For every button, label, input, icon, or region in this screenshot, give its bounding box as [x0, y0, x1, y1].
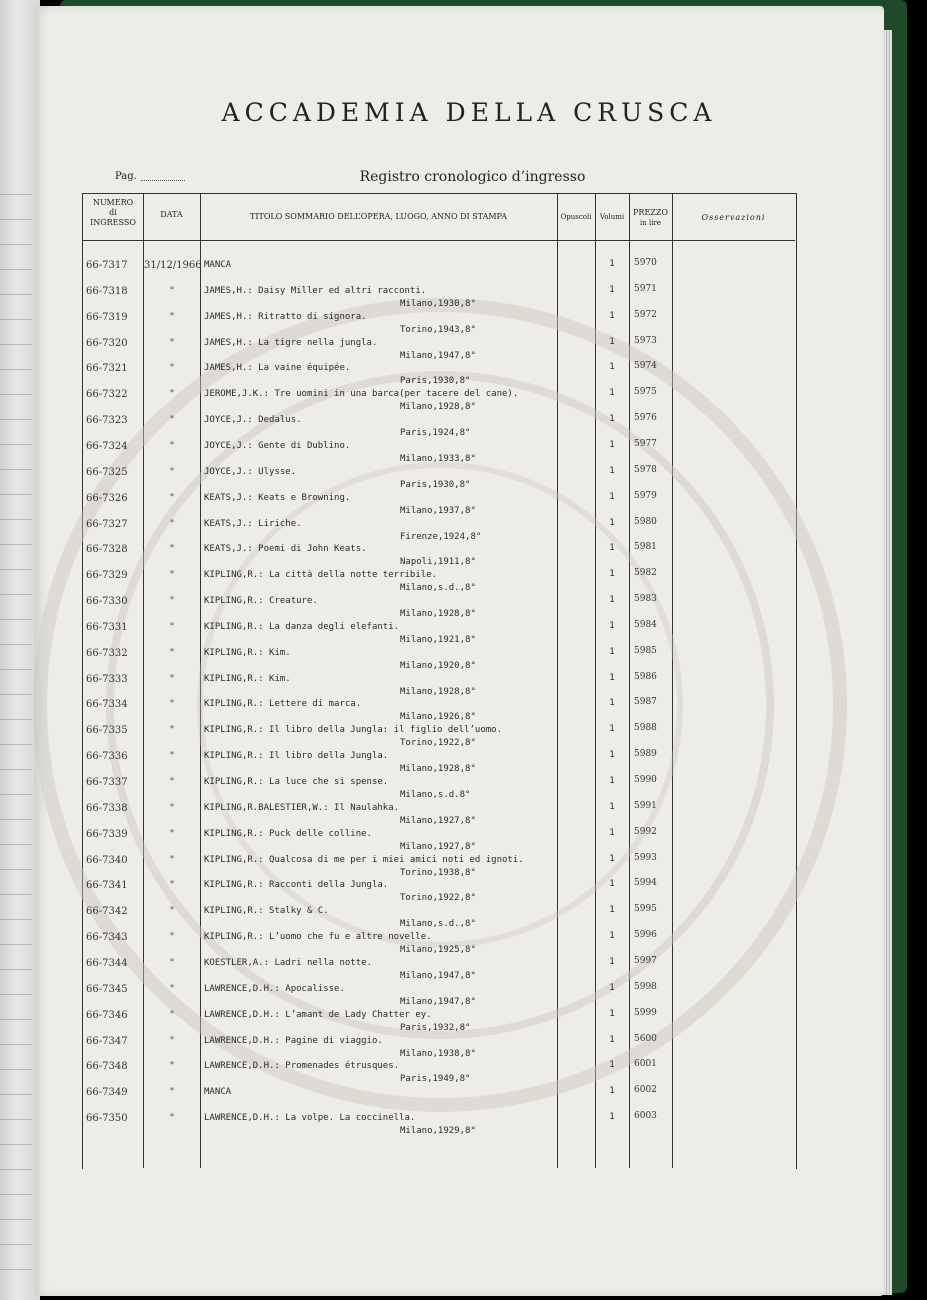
header-prezzo-line2: in lire — [640, 219, 661, 227]
entry-place: Milano,1938,8° — [400, 1048, 476, 1059]
entry-title: KIPLING,R.: La danza degli elefanti. — [204, 621, 400, 632]
entry-number: 66-7322 — [86, 389, 128, 401]
entry-date: " — [169, 828, 175, 840]
entry-title: KIPLING,R.: Qualcosa di me per i miei amici noti ed ignoti. — [204, 854, 524, 865]
entry-place: Milano,1928,8° — [400, 764, 476, 775]
entry-number: 66-7318 — [86, 285, 128, 297]
entry-place: Milano,1947,8° — [400, 350, 476, 361]
entry-title: KEATS,J.: Keats e Browning. — [204, 492, 351, 503]
entry-place: Milano,1925,8° — [400, 945, 476, 956]
entry-number: 66-7349 — [86, 1087, 128, 1099]
entry-price: 5981 — [634, 542, 657, 553]
table-row — [82, 693, 795, 723]
table-row — [82, 1107, 795, 1137]
entry-title: KIPLING,R.: Stalky & C. — [204, 906, 329, 917]
entry-number: 66-7328 — [86, 544, 128, 556]
entry-volumes: 1 — [609, 569, 615, 580]
table-row — [82, 280, 795, 309]
header-numero-line3: INGRESSO — [90, 218, 136, 227]
entry-title: KIPLING,R.: La città della notte terribile. — [204, 570, 437, 581]
entry-price: 5986 — [634, 671, 657, 682]
table-row — [82, 668, 795, 697]
entry-date: " — [169, 1087, 175, 1099]
entry-date: " — [169, 1113, 175, 1125]
entry-volumes: 1 — [609, 1060, 615, 1071]
entry-volumes: 1 — [609, 1008, 615, 1019]
entry-place: Torino,1922,8° — [400, 738, 476, 749]
entry-date: " — [169, 415, 175, 427]
entry-date: " — [169, 880, 175, 892]
entry-volumes: 1 — [609, 750, 615, 761]
entry-price: 5999 — [634, 1007, 657, 1018]
entry-price: 5983 — [634, 594, 657, 605]
table-row — [82, 1055, 795, 1085]
entry-place: Milano,1933,8° — [400, 453, 476, 464]
entry-volumes: 1 — [609, 1034, 615, 1045]
entry-price: 5988 — [634, 723, 657, 734]
entry-price: 5994 — [634, 878, 657, 889]
entry-price: 6001 — [634, 1059, 657, 1070]
table-row — [82, 797, 795, 826]
entry-date: 31/12/1966 — [144, 260, 202, 271]
entry-volumes: 1 — [609, 827, 615, 838]
entry-date: " — [169, 621, 175, 633]
entry-place: Torino,1938,8° — [400, 867, 476, 878]
entry-volumes: 1 — [609, 853, 615, 864]
entry-title: KIPLING,R.: Kim. — [204, 647, 291, 658]
entry-place: Paris,1949,8° — [400, 1074, 471, 1085]
entry-number: 66-7332 — [86, 647, 128, 659]
entry-volumes: 1 — [609, 543, 615, 554]
entry-price: 5977 — [634, 438, 657, 449]
entry-title: KIPLING,R.: Racconti della Jungla. — [204, 880, 389, 891]
table-row — [82, 513, 795, 542]
entry-title: KIPLING,R.BALESTIER,W.: Il Naulahka. — [204, 802, 400, 813]
entry-price: 5970 — [634, 258, 657, 268]
entry-date: " — [169, 1009, 175, 1021]
entry-place: Milano,1926,8° — [400, 712, 476, 723]
entry-place: Paris,1932,8° — [400, 1022, 471, 1033]
entry-date: " — [169, 777, 175, 788]
entry-date: " — [169, 440, 175, 452]
table-row — [82, 357, 795, 387]
entry-place: Milano,1928,8° — [400, 609, 476, 620]
entry-number: 66-7326 — [86, 492, 128, 504]
header-osservazioni: Osservazioni — [701, 213, 766, 222]
entry-date: " — [169, 854, 175, 866]
entry-number: 66-7343 — [86, 932, 128, 944]
entry-price: 5998 — [634, 981, 657, 992]
entry-title: KIPLING,R.: Il libro della Jungla. — [204, 751, 389, 762]
header-data: DATA — [160, 210, 183, 219]
entry-title: KIPLING,R.: Puck delle colline. — [204, 828, 372, 839]
entry-price: 5993 — [634, 852, 657, 863]
entry-date: " — [169, 570, 175, 582]
table-row — [82, 745, 795, 775]
entry-number: 66-7321 — [86, 363, 128, 375]
entry-date: " — [169, 389, 175, 401]
entry-number: 66-7327 — [86, 518, 128, 530]
entry-date: " — [169, 466, 175, 478]
entry-price: 5997 — [634, 955, 657, 966]
entry-place: Milano,s.d.,8° — [400, 583, 476, 594]
table-row — [82, 590, 795, 620]
entry-volumes: 1 — [609, 724, 615, 735]
entry-price: 5972 — [634, 309, 657, 320]
entry-volumes: 1 — [609, 362, 615, 373]
entry-volumes: 1 — [609, 465, 615, 476]
table-row — [82, 487, 795, 516]
entry-price: 5975 — [634, 387, 657, 398]
entry-volumes: 1 — [609, 439, 615, 450]
entry-title: JOYCE,J.: Dedalus. — [204, 415, 302, 426]
entry-price: 5987 — [634, 697, 657, 708]
entry-volumes: 1 — [609, 1112, 615, 1123]
entry-date: " — [169, 957, 175, 969]
entry-number: 66-7348 — [86, 1061, 128, 1073]
entry-price: 5992 — [634, 826, 657, 837]
entry-title: JAMES,H.: La vaine équipée. — [204, 363, 351, 374]
table-row — [82, 978, 795, 1007]
entry-title: KIPLING,R.: Kim. — [204, 673, 291, 684]
entry-volumes: 1 — [609, 595, 615, 606]
entry-volumes: 1 — [609, 879, 615, 890]
header-numero-line2: di — [109, 208, 117, 217]
entry-volumes: 1 — [609, 672, 615, 683]
entry-title: LAWRENCE,D.H.: L’amant de Lady Chatter ey. — [204, 1009, 432, 1020]
header-opuscoli: Opuscoli — [560, 213, 592, 221]
table-row — [82, 1004, 795, 1033]
entry-place: Milano,1947,8° — [400, 970, 476, 981]
entry-number: 66-7344 — [86, 957, 128, 969]
entry-volumes: 1 — [609, 931, 615, 942]
entry-date: " — [169, 518, 175, 530]
header-volumi: Volumi — [599, 213, 625, 221]
table-row — [82, 409, 795, 439]
entry-volumes: 1 — [609, 310, 615, 321]
entry-date: " — [169, 751, 175, 763]
table-row — [82, 461, 795, 490]
entry-title: KEATS,J.: Poemi di John Keats. — [204, 544, 367, 555]
entry-number: 66-7336 — [86, 751, 128, 763]
entry-title: JOYCE,J.: Ulysse. — [204, 466, 297, 477]
entry-place: Torino,1922,8° — [400, 893, 476, 904]
entry-title: LAWRENCE,D.H.: Promenades étrusques. — [204, 1061, 400, 1072]
header-prezzo-line1: PREZZO — [633, 208, 668, 217]
entry-number: 66-7317 — [86, 260, 128, 271]
entry-number: 66-7342 — [86, 906, 128, 918]
entry-title: KIPLING,R.: L’uomo che fu e altre novelle. — [204, 932, 432, 943]
table-row — [82, 926, 795, 956]
entry-date: " — [169, 285, 175, 297]
header-divider — [82, 240, 795, 241]
entry-date: " — [169, 802, 175, 814]
table-row — [82, 823, 795, 852]
entry-price: 5980 — [634, 516, 657, 527]
table-row — [82, 1081, 795, 1107]
entry-title: JAMES,H.: Daisy Miller ed altri racconti. — [204, 285, 427, 296]
entry-number: 66-7320 — [86, 337, 128, 349]
entry-number: 66-7331 — [86, 621, 128, 633]
entry-date: " — [169, 647, 175, 659]
table-row — [82, 383, 795, 413]
entry-number: 66-7319 — [86, 311, 128, 323]
entry-volumes: 1 — [609, 414, 615, 425]
entry-volumes: 1 — [609, 620, 615, 631]
entry-title: LAWRENCE,D.H.: La volpe. La coccinella. — [204, 1113, 416, 1124]
entry-number: 66-7338 — [86, 802, 128, 814]
entry-place: Milano,1930,8° — [400, 298, 476, 309]
entry-number: 66-7334 — [86, 699, 128, 711]
entry-volumes: 1 — [609, 982, 615, 993]
entry-price: 5973 — [634, 335, 657, 346]
register-subtitle: Registro cronologico d’ingresso — [359, 169, 586, 185]
entry-title: JAMES,H.: La tigre nella jungla. — [204, 337, 378, 348]
entry-title: KIPLING,R.: La luce che si spense. — [204, 777, 389, 787]
entry-title: JAMES,H.: Ritratto di signora. — [204, 311, 367, 322]
entry-volumes: 1 — [609, 284, 615, 295]
entry-price: 5982 — [634, 568, 657, 579]
table-row — [82, 1030, 795, 1059]
entry-date: " — [169, 1061, 175, 1073]
entry-place: Milano,1929,8° — [400, 1126, 476, 1137]
table-row — [82, 616, 795, 645]
entry-price: 5974 — [634, 361, 657, 372]
table-row — [82, 900, 795, 930]
header-numero-line1: NUMERO — [92, 198, 134, 207]
table-row — [82, 719, 795, 749]
entry-place: Milano,s.d.,8° — [400, 919, 476, 930]
entry-number: 66-7323 — [86, 415, 128, 427]
table-row — [82, 435, 795, 464]
table-row — [82, 849, 795, 878]
entry-date: " — [169, 906, 175, 918]
header-numero — [83, 198, 143, 228]
entry-place: Milano,1920,8° — [400, 660, 476, 671]
entry-date: " — [169, 311, 175, 323]
entry-price: 6002 — [634, 1085, 657, 1096]
entry-place: Milano,1947,8° — [400, 996, 476, 1007]
entry-date: " — [169, 492, 175, 504]
entry-number: 66-7350 — [86, 1113, 128, 1125]
entry-title: MANCA — [204, 1087, 232, 1098]
entry-place: Milano,1937,8° — [400, 505, 476, 516]
entry-date: " — [169, 673, 175, 685]
table-row — [82, 306, 795, 335]
entry-price: 5976 — [634, 413, 657, 424]
table-row — [82, 254, 795, 280]
entry-volumes: 1 — [609, 336, 615, 347]
entry-number: 66-7339 — [86, 828, 128, 840]
entry-title: MANCA — [204, 260, 232, 270]
entry-date: " — [169, 1035, 175, 1047]
entry-price: 5984 — [634, 619, 657, 630]
entry-volumes: 1 — [609, 388, 615, 399]
table-row — [82, 874, 795, 904]
entry-price: 5978 — [634, 464, 657, 475]
entry-price: 5989 — [634, 749, 657, 760]
entry-place: Milano,1927,8° — [400, 815, 476, 826]
entry-price: 5996 — [634, 930, 657, 941]
entry-place: Milano,1927,8° — [400, 841, 476, 852]
entry-place: Milano,1921,8° — [400, 634, 476, 645]
entry-place: Paris,1930,8° — [400, 479, 471, 490]
entry-date: " — [169, 544, 175, 556]
entry-volumes: 1 — [609, 491, 615, 502]
entry-price: 6003 — [634, 1111, 657, 1122]
entry-number: 66-7337 — [86, 777, 128, 788]
entry-number: 66-7345 — [86, 983, 128, 995]
entry-place: Milano,1928,8° — [400, 402, 476, 413]
entry-volumes: 1 — [609, 776, 615, 786]
entry-volumes: 1 — [609, 259, 615, 269]
entry-price: 5600 — [634, 1033, 657, 1044]
entry-volumes: 1 — [609, 905, 615, 916]
entry-volumes: 1 — [609, 698, 615, 709]
table-row — [82, 538, 795, 568]
entry-number: 66-7329 — [86, 570, 128, 582]
header-titolo: TITOLO SOMMARIO DELL’OPERA, LUOGO, ANNO DI STAMPA — [250, 212, 507, 221]
entry-price: 5985 — [634, 645, 657, 656]
entry-title: KIPLING,R.: Lettere di marca. — [204, 699, 362, 710]
entry-place: Torino,1943,8° — [400, 324, 476, 335]
entry-number: 66-7341 — [86, 880, 128, 892]
entry-title: KEATS,J.: Liriche. — [204, 518, 302, 529]
entry-volumes: 1 — [609, 517, 615, 528]
entry-date: " — [169, 699, 175, 711]
entry-title: JOYCE,J.: Gente di Dublino. — [204, 440, 351, 451]
entry-title: LAWRENCE,D.H.: Pagine di viaggio. — [204, 1035, 383, 1046]
entry-price: 5995 — [634, 904, 657, 915]
entry-place: Firenze,1924,8° — [400, 531, 482, 542]
entry-number: 66-7335 — [86, 725, 128, 737]
entry-volumes: 1 — [609, 646, 615, 657]
entry-place: Milano,s.d.8° — [400, 790, 471, 800]
entry-title: LAWRENCE,D.H.: Apocalisse. — [204, 983, 345, 994]
entry-place: Paris,1930,8° — [400, 376, 471, 387]
entry-number: 66-7325 — [86, 466, 128, 478]
table-row — [82, 771, 795, 800]
entry-volumes: 1 — [609, 956, 615, 967]
entry-number: 66-7347 — [86, 1035, 128, 1047]
entry-number: 66-7330 — [86, 596, 128, 608]
table-row — [82, 642, 795, 671]
entry-date: " — [169, 725, 175, 737]
entry-place: Napoli,1911,8° — [400, 557, 476, 568]
entry-number: 66-7333 — [86, 673, 128, 685]
entry-date: " — [169, 363, 175, 375]
entry-volumes: 1 — [609, 801, 615, 812]
entry-number: 66-7346 — [86, 1009, 128, 1021]
entry-price: 5991 — [634, 800, 657, 811]
entry-date: " — [169, 337, 175, 349]
entry-date: " — [169, 596, 175, 608]
entry-price: 5971 — [634, 283, 657, 294]
entry-price: 5979 — [634, 490, 657, 501]
table-row — [82, 564, 795, 594]
entry-title: KIPLING,R.: Creature. — [204, 596, 318, 607]
entry-date: " — [169, 932, 175, 944]
entry-title: KIPLING,R.: Il libro della Jungla: il figlio dell’uomo. — [204, 725, 503, 736]
entry-title: JEROME,J.K.: Tre uomini in una barca(per tacere del cane). — [204, 389, 519, 400]
entry-volumes: 1 — [609, 1086, 615, 1097]
table-row — [82, 952, 795, 981]
table-row — [82, 332, 795, 361]
entry-number: 66-7340 — [86, 854, 128, 866]
entry-date: " — [169, 983, 175, 995]
entry-title: KOESTLER,A.: Ladri nella notte. — [204, 957, 372, 968]
page-title: ACCADEMIA DELLA CRUSCA — [221, 98, 717, 127]
entry-place: Milano,1928,8° — [400, 686, 476, 697]
entry-price: 5990 — [634, 775, 657, 785]
header-prezzo — [629, 208, 672, 228]
entry-number: 66-7324 — [86, 440, 128, 452]
page-number-label: Pag. — [115, 171, 137, 182]
entry-place: Paris,1924,8° — [400, 428, 471, 439]
